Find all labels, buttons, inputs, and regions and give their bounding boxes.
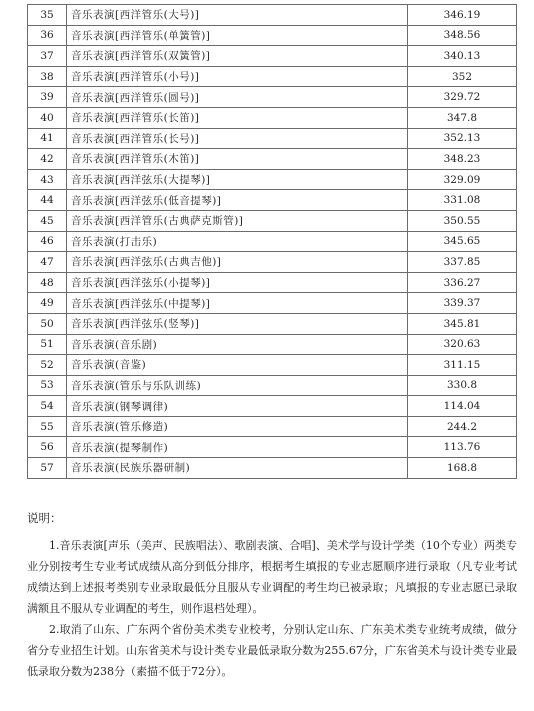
min-score: 345.81 bbox=[408, 313, 517, 334]
major-name: 音乐表演(提琴制作) bbox=[67, 437, 408, 458]
table-row bbox=[28, 25, 517, 46]
row-number: 52 bbox=[28, 355, 67, 376]
row-number: 55 bbox=[28, 416, 67, 437]
major-name: 音乐表演(民族乐器研制) bbox=[67, 458, 408, 479]
min-score: 348.23 bbox=[408, 149, 517, 170]
min-score: 330.8 bbox=[408, 375, 517, 396]
table-row bbox=[28, 190, 517, 211]
min-score: 244.2 bbox=[408, 416, 517, 437]
table-row bbox=[28, 416, 517, 437]
table-row bbox=[28, 210, 517, 231]
min-score: 329.72 bbox=[408, 87, 517, 108]
row-number: 39 bbox=[28, 87, 67, 108]
row-number: 49 bbox=[28, 293, 67, 314]
major-name: 音乐表演[西洋弦乐(竖琴)] bbox=[67, 313, 408, 334]
min-score: 339.37 bbox=[408, 293, 517, 314]
table-row bbox=[28, 375, 517, 396]
row-number: 35 bbox=[28, 5, 67, 26]
table-row bbox=[28, 128, 517, 149]
table-row bbox=[28, 149, 517, 170]
min-score: 352 bbox=[408, 66, 517, 87]
min-score: 311.15 bbox=[408, 355, 517, 376]
min-score: 168.8 bbox=[408, 458, 517, 479]
notes-section bbox=[27, 508, 517, 682]
min-score: 348.56 bbox=[408, 25, 517, 46]
table-row bbox=[28, 169, 517, 190]
row-number: 54 bbox=[28, 396, 67, 417]
major-name: 音乐表演[西洋弦乐(小提琴)] bbox=[67, 272, 408, 293]
min-score: 331.08 bbox=[408, 190, 517, 211]
admission-score-table bbox=[27, 4, 517, 479]
row-number: 41 bbox=[28, 128, 67, 149]
table-row bbox=[28, 334, 517, 355]
major-name: 音乐表演[西洋管乐(双簧管)] bbox=[67, 46, 408, 67]
major-name: 音乐表演(管乐修造) bbox=[67, 416, 408, 437]
row-number: 56 bbox=[28, 437, 67, 458]
major-name: 音乐表演[西洋管乐(单簧管)] bbox=[67, 25, 408, 46]
notes-title: 说明： bbox=[27, 511, 62, 525]
min-score: 340.13 bbox=[408, 46, 517, 67]
table-body bbox=[28, 5, 517, 479]
table-row bbox=[28, 272, 517, 293]
major-name: 音乐表演(管乐与乐队训练) bbox=[67, 375, 408, 396]
major-name: 音乐表演(打击乐) bbox=[67, 231, 408, 252]
table-row bbox=[28, 458, 517, 479]
major-name: 音乐表演(音鉴) bbox=[67, 355, 408, 376]
table-row bbox=[28, 396, 517, 417]
row-number: 45 bbox=[28, 210, 67, 231]
row-number: 57 bbox=[28, 458, 67, 479]
row-number: 44 bbox=[28, 190, 67, 211]
row-number: 38 bbox=[28, 66, 67, 87]
admission-score-table-wrap bbox=[27, 4, 517, 479]
table-row bbox=[28, 87, 517, 108]
table-row bbox=[28, 355, 517, 376]
major-name: 音乐表演[西洋管乐(小号)] bbox=[67, 66, 408, 87]
major-name: 音乐表演[西洋弦乐(大提琴)] bbox=[67, 169, 408, 190]
note-item-1: 1.音乐表演[声乐（美声、民族唱法）、歌剧表演、合唱]、美术学与设计学类（10个专业）两类专业分别按考生专业考试成绩从高分到低分排序，根据考生填报的专业志愿顺序进行录取（凡专业考试成绩达到上述报考类别专业录取最低分且服从专业调配的考生均已被录取；凡填报的专业志愿已录取满额且不服从专业调配的考生，则作退档处理）。 bbox=[27, 539, 517, 615]
major-name: 音乐表演[西洋管乐(古典萨克斯管)] bbox=[67, 210, 408, 231]
row-number: 51 bbox=[28, 334, 67, 355]
row-number: 50 bbox=[28, 313, 67, 334]
major-name: 音乐表演[西洋弦乐(低音提琴)] bbox=[67, 190, 408, 211]
row-number: 37 bbox=[28, 46, 67, 67]
min-score: 345.65 bbox=[408, 231, 517, 252]
min-score: 346.19 bbox=[408, 5, 517, 26]
table-row bbox=[28, 66, 517, 87]
major-name: 音乐表演[西洋管乐(大号)] bbox=[67, 5, 408, 26]
min-score: 337.85 bbox=[408, 252, 517, 273]
major-name: 音乐表演[西洋弦乐(中提琴)] bbox=[67, 293, 408, 314]
note-item-2: 2.取消了山东、广东两个省份美术类专业校考，分别认定山东、广东美术类专业统考成绩，做分省分专业招生计划。山东省美术与设计类专业最低录取分数为255.67分，广东省美术与设计类专业最低录取分数为238分（素描不低于72分）。 bbox=[27, 623, 517, 678]
row-number: 47 bbox=[28, 252, 67, 273]
table-row bbox=[28, 437, 517, 458]
table-row bbox=[28, 313, 517, 334]
row-number: 36 bbox=[28, 25, 67, 46]
row-number: 43 bbox=[28, 169, 67, 190]
min-score: 347.8 bbox=[408, 107, 517, 128]
min-score: 329.09 bbox=[408, 169, 517, 190]
table-row bbox=[28, 46, 517, 67]
row-number: 42 bbox=[28, 149, 67, 170]
major-name: 音乐表演[西洋管乐(长笛)] bbox=[67, 107, 408, 128]
row-number: 40 bbox=[28, 107, 67, 128]
major-name: 音乐表演[西洋管乐(长号)] bbox=[67, 128, 408, 149]
min-score: 114.04 bbox=[408, 396, 517, 417]
major-name: 音乐表演[西洋弦乐(古典吉他)] bbox=[67, 252, 408, 273]
table-row bbox=[28, 293, 517, 314]
min-score: 113.76 bbox=[408, 437, 517, 458]
table-row bbox=[28, 252, 517, 273]
table-row bbox=[28, 231, 517, 252]
min-score: 320.63 bbox=[408, 334, 517, 355]
table-row bbox=[28, 107, 517, 128]
row-number: 48 bbox=[28, 272, 67, 293]
major-name: 音乐表演(钢琴调律) bbox=[67, 396, 408, 417]
row-number: 53 bbox=[28, 375, 67, 396]
major-name: 音乐表演(音乐剧) bbox=[67, 334, 408, 355]
row-number: 46 bbox=[28, 231, 67, 252]
min-score: 350.55 bbox=[408, 210, 517, 231]
min-score: 336.27 bbox=[408, 272, 517, 293]
table-row bbox=[28, 5, 517, 26]
major-name: 音乐表演[西洋管乐(木笛)] bbox=[67, 149, 408, 170]
major-name: 音乐表演[西洋管乐(圆号)] bbox=[67, 87, 408, 108]
min-score: 352.13 bbox=[408, 128, 517, 149]
